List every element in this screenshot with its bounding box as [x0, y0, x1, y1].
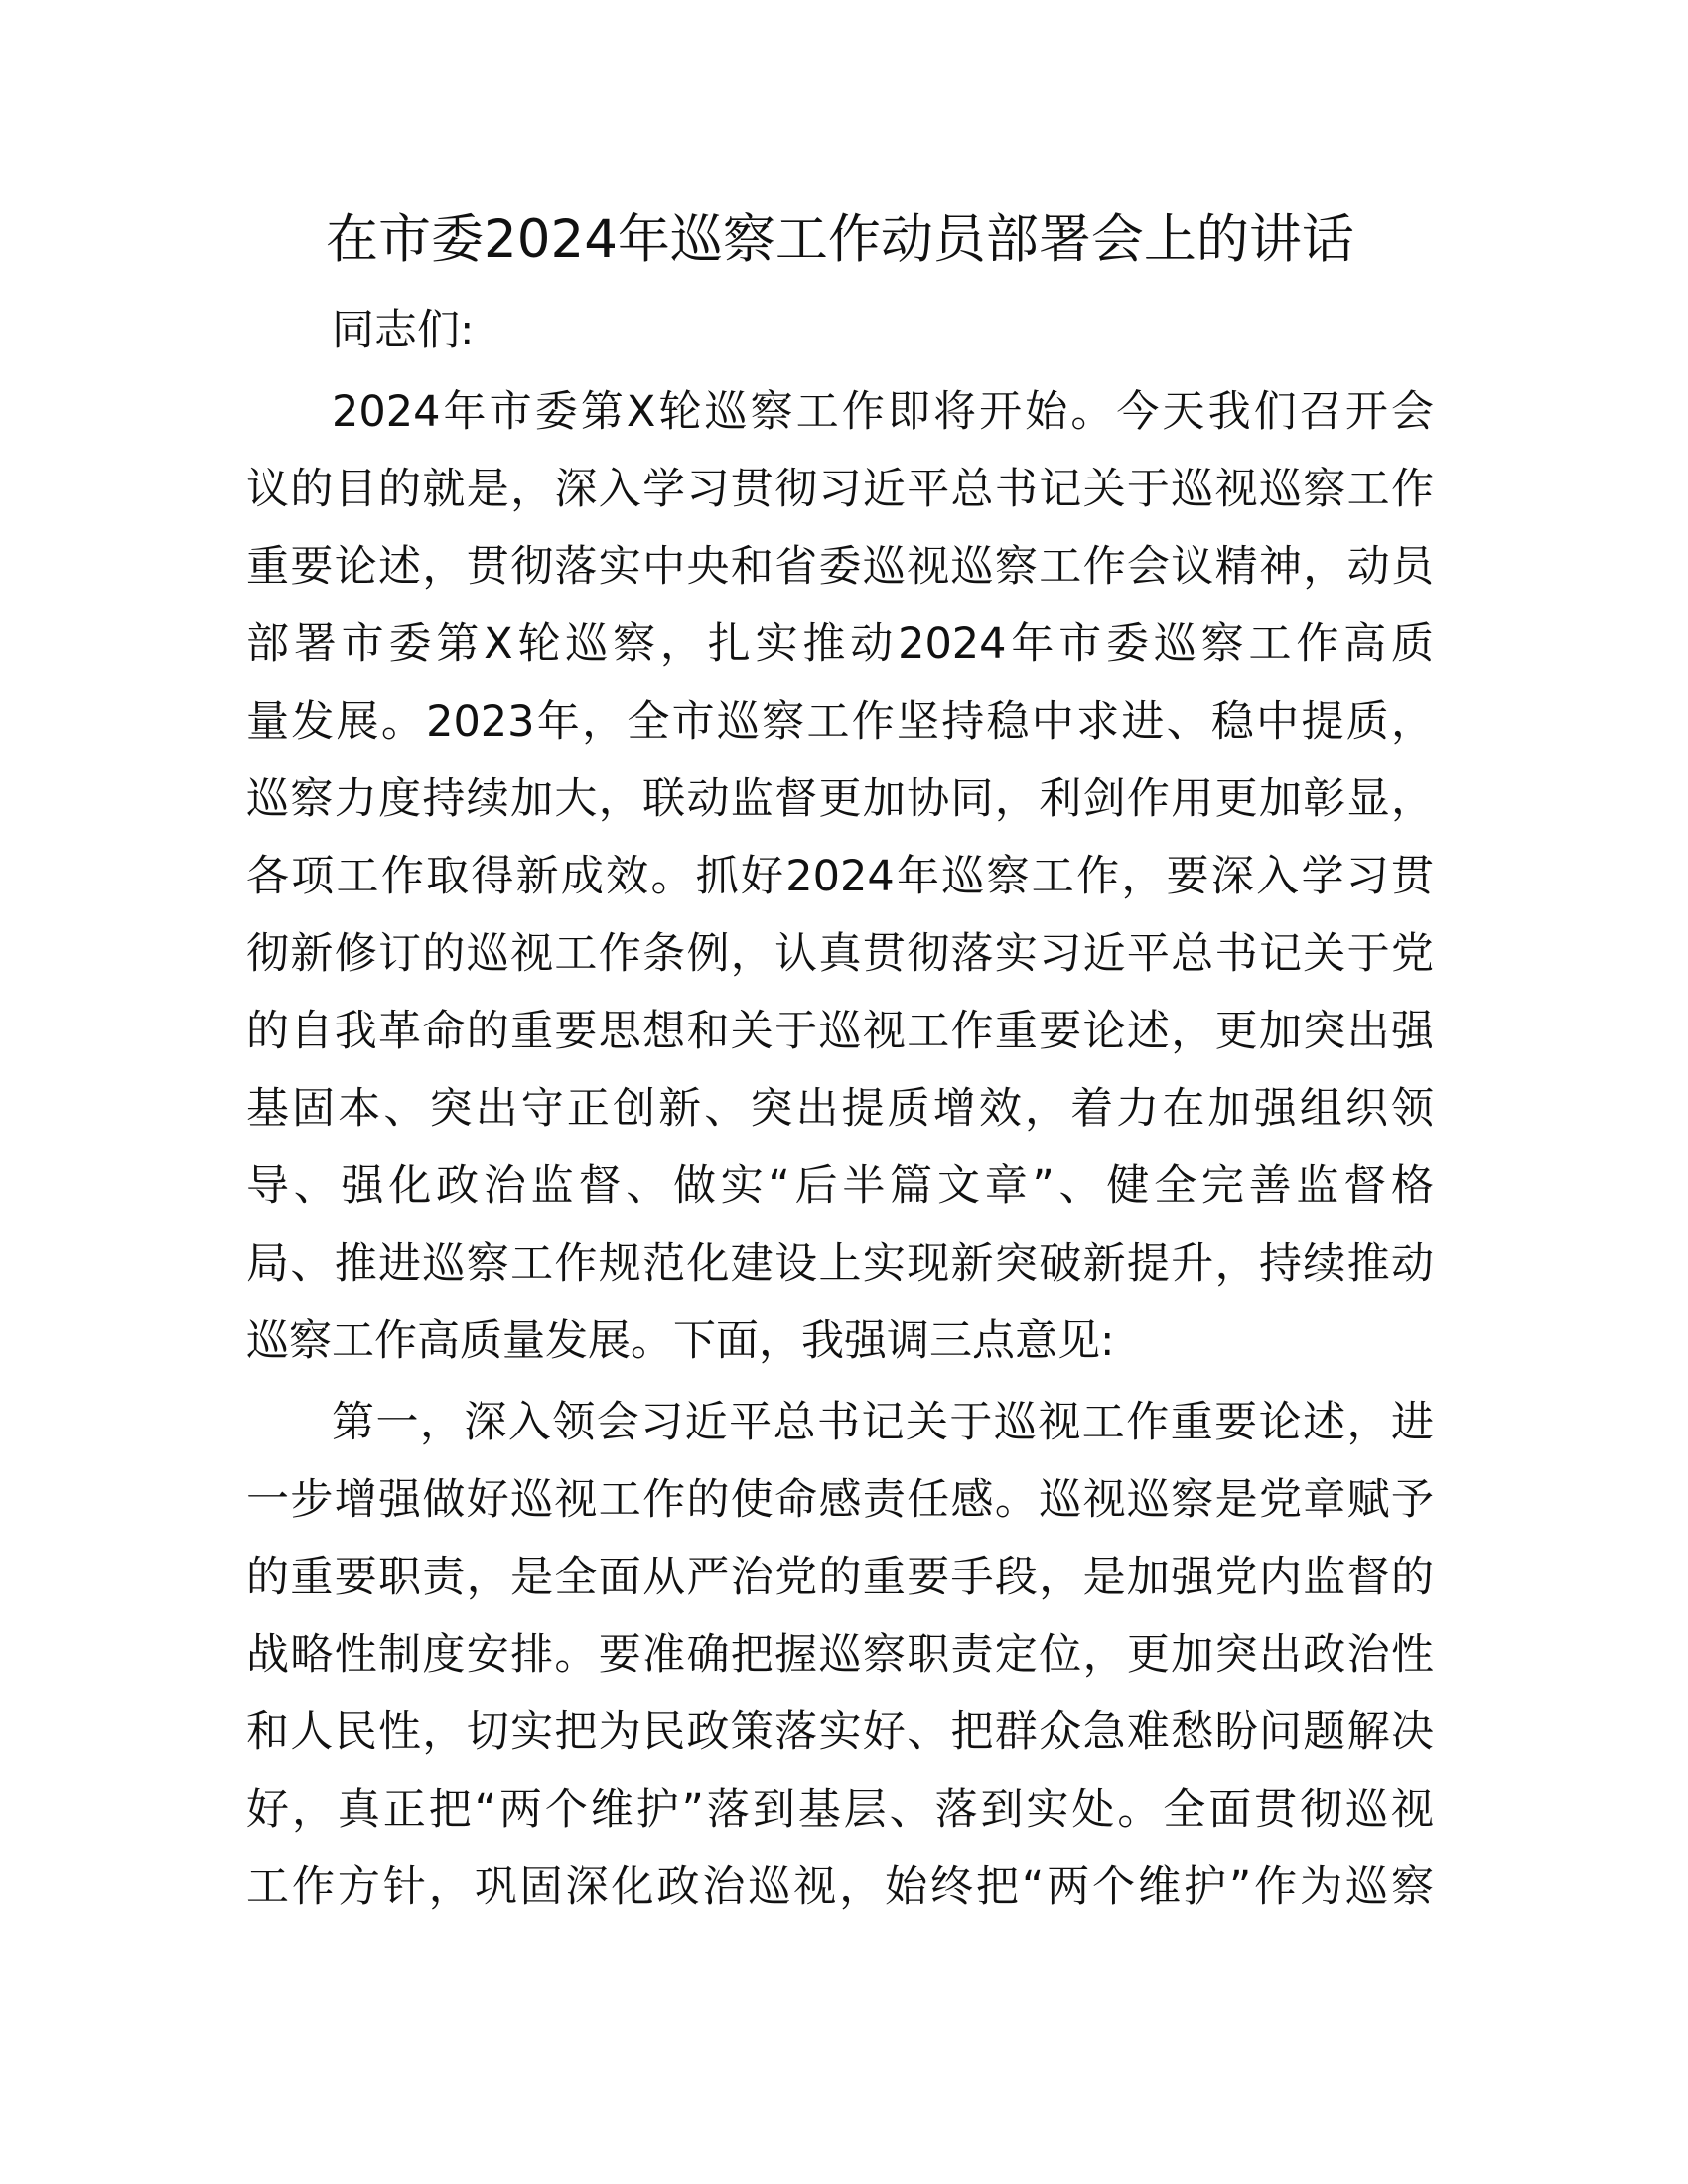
- paragraph-line: 部署市委第X轮巡察，扎实推动2024年市委巡察工作高质: [246, 619, 1434, 669]
- paragraph-line: 和人民性，切实把为民政策落实好、把群众急难愁盼问题解决: [246, 1707, 1434, 1757]
- paragraph-line: 一步增强做好巡视工作的使命感责任感。巡视巡察是党章赋予: [246, 1475, 1434, 1525]
- paragraph-line: 议的目的就是，深入学习贯彻习近平总书记关于巡视巡察工作: [246, 465, 1434, 514]
- paragraph-line: 巡察工作高质量发展。下面，我强调三点意见:: [246, 1316, 1115, 1366]
- document-title: 在市委2024年巡察工作动员部署会上的讲话: [326, 209, 1354, 270]
- paragraph-line: 各项工作取得新成效。抓好2024年巡察工作，要深入学习贯: [246, 852, 1434, 901]
- paragraph-line: 彻新修订的巡视工作条例，认真贯彻落实习近平总书记关于党: [246, 929, 1434, 979]
- paragraph-line: 重要论述，贯彻落实中央和省委巡视巡察工作会议精神，动员: [246, 542, 1434, 592]
- document-page: [246, 199, 1434, 1930]
- paragraph-2: [246, 1384, 1434, 1926]
- paragraph-line: 基固本、突出守正创新、突出提质增效，着力在加强组织领: [246, 1084, 1434, 1134]
- paragraph-line: 工作方针，巩固深化政治巡视，始终把“两个维护”作为巡察: [246, 1862, 1434, 1912]
- paragraph-line: 2024年市委第X轮巡察工作即将开始。今天我们召开会: [332, 387, 1434, 437]
- paragraph-line: 好，真正把“两个维护”落到基层、落到实处。全面贯彻巡视: [246, 1785, 1434, 1835]
- paragraph-1: [246, 373, 1434, 1380]
- paragraph-line: 第一，深入领会习近平总书记关于巡视工作重要论述，进: [332, 1398, 1434, 1447]
- paragraph-line: 的自我革命的重要思想和关于巡视工作重要论述，更加突出强: [246, 1007, 1434, 1056]
- paragraph-line: 战略性制度安排。要准确把握巡察职责定位，更加突出政治性: [246, 1630, 1434, 1680]
- salutation: 同志们:: [332, 306, 475, 355]
- paragraph-line: 量发展。2023年，全市巡察工作坚持稳中求进、稳中提质，: [246, 697, 1434, 747]
- paragraph-line: 局、推进巡察工作规范化建设上实现新突破新提升，持续推动: [246, 1239, 1434, 1289]
- paragraph-line: 的重要职责，是全面从严治党的重要手段，是加强党内监督的: [246, 1553, 1434, 1602]
- paragraph-line: 导、强化政治监督、做实“后半篇文章”、健全完善监督格: [246, 1161, 1434, 1211]
- paragraph-line: 巡察力度持续加大，联动监督更加协同，利剑作用更加彰显，: [246, 774, 1434, 824]
